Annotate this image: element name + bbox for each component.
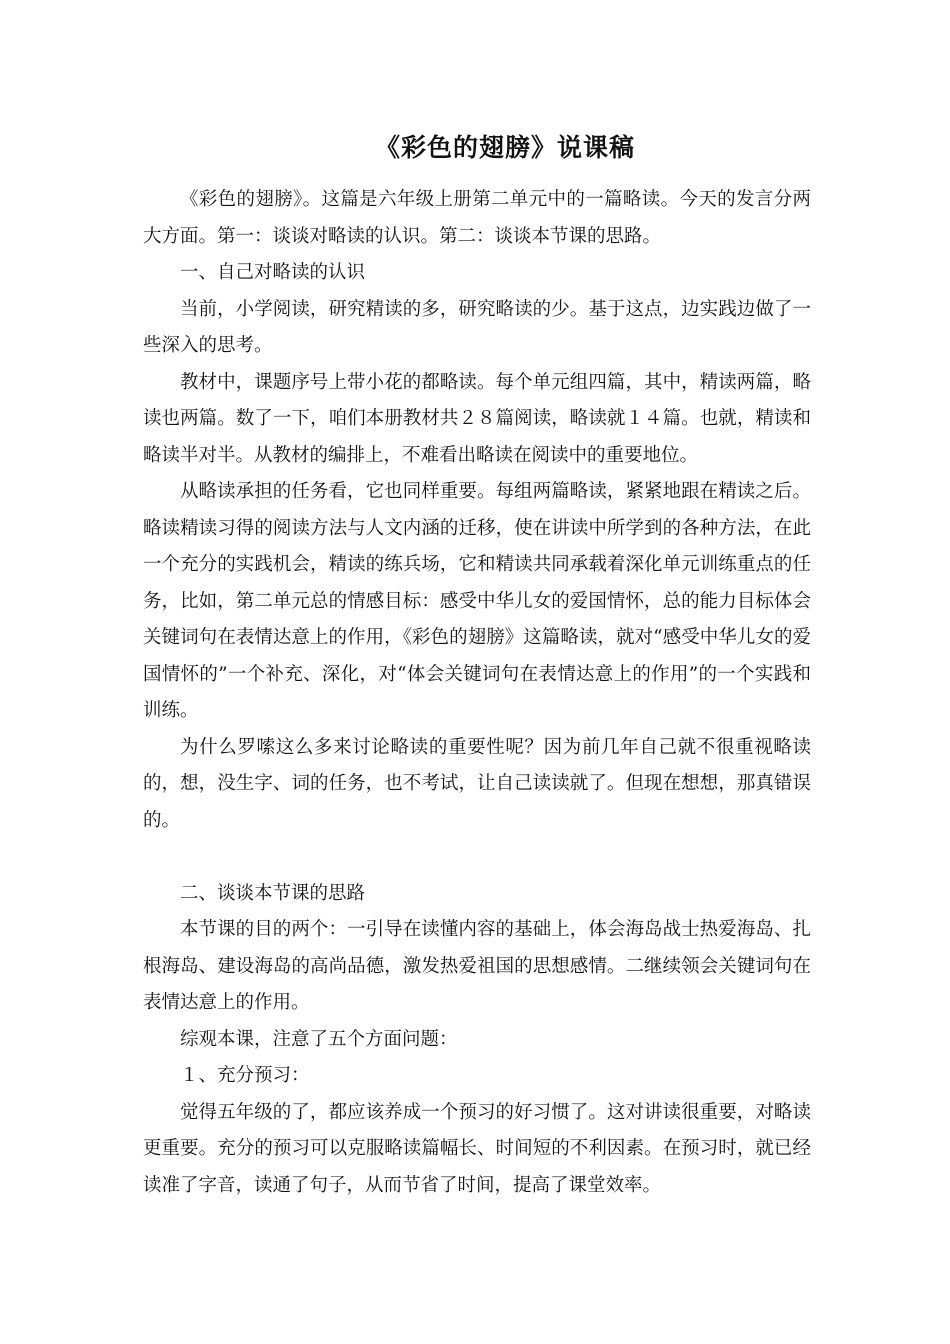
section-heading-1: 一、自己对略读的认识 [180, 262, 366, 283]
document-title: 《彩色的翅膀》说课稿 [374, 133, 635, 162]
body-paragraph: 当前，小学阅读，研究精读的多，研究略读的少。基于这点，边实践边做了一些深入的思考。 [143, 298, 811, 356]
body-paragraph: 本节课的目的两个：一引导在读懂内容的基础上，体会海岛战士热爱海岛、扎根海岛、建设海岛的高尚品德，激发热爱祖国的思想感情。二继续领会关键词句在表情达意上的作用。 [143, 919, 811, 1013]
body-paragraph: 从略读承担的任务看，它也同样重要。每组两篇略读，紧紧地跟在精读之后。略读精读习得的阅读方法与人文内涵的迁移，使在讲读中所学到的各种方法，在此一个充分的实践机会，精读的练兵场，它和精读共同承载着深化单元训练重点的任务，比如，第二单元总的情感目标：感受中华儿女的爱国情怀，总的能力目标体会关键词句在表情达意上的作用，《彩色的翅膀》这篇略读，就对“感受中华儿女的爱国情怀的”一个补充、深化，对“体会关键词句在表情达意上的作用”的一个实践和训练。 [143, 481, 811, 721]
subsection-heading-1: １、充分预习： [180, 1065, 310, 1086]
body-paragraph: 教材中，课题序号上带小花的都略读。每个单元组四篇，其中，精读两篇，略读也两篇。数了一下，咱们本册教材共２８篇阅读，略读就１４篇。也就，精读和略读半对半。从教材的编排上，不难看出略读在阅读中的重要地位。 [143, 371, 811, 466]
blank-line [143, 839, 811, 876]
document-body [143, 182, 811, 1204]
body-paragraph: 为什么罗嗦这么多来讨论略读的重要性呢？因为前几年自己就不很重视略读的，想，没生字、词的任务，也不考试，让自己读读就了。但现在想想，那真错误的。 [143, 736, 811, 831]
body-paragraph: 综观本课，注意了五个方面问题： [180, 1028, 458, 1050]
section-heading-2: 二、谈谈本节课的思路 [180, 882, 366, 904]
body-paragraph: 觉得五年级的了，都应该养成一个预习的好习惯了。这对讲读很重要，对略读更重要。充分的预习可以克服略读篇幅长、时间短的不利因素。在预习时，就已经读准了字音，读通了句子，从而节省了时间，提高了课堂效率。 [143, 1101, 811, 1196]
intro-paragraph: 《彩色的翅膀》。这篇是六年级上册第二单元中的一篇略读。今天的发言分两大方面。第一：谈谈对略读的认识。第二：谈谈本节课的思路。 [143, 189, 811, 247]
